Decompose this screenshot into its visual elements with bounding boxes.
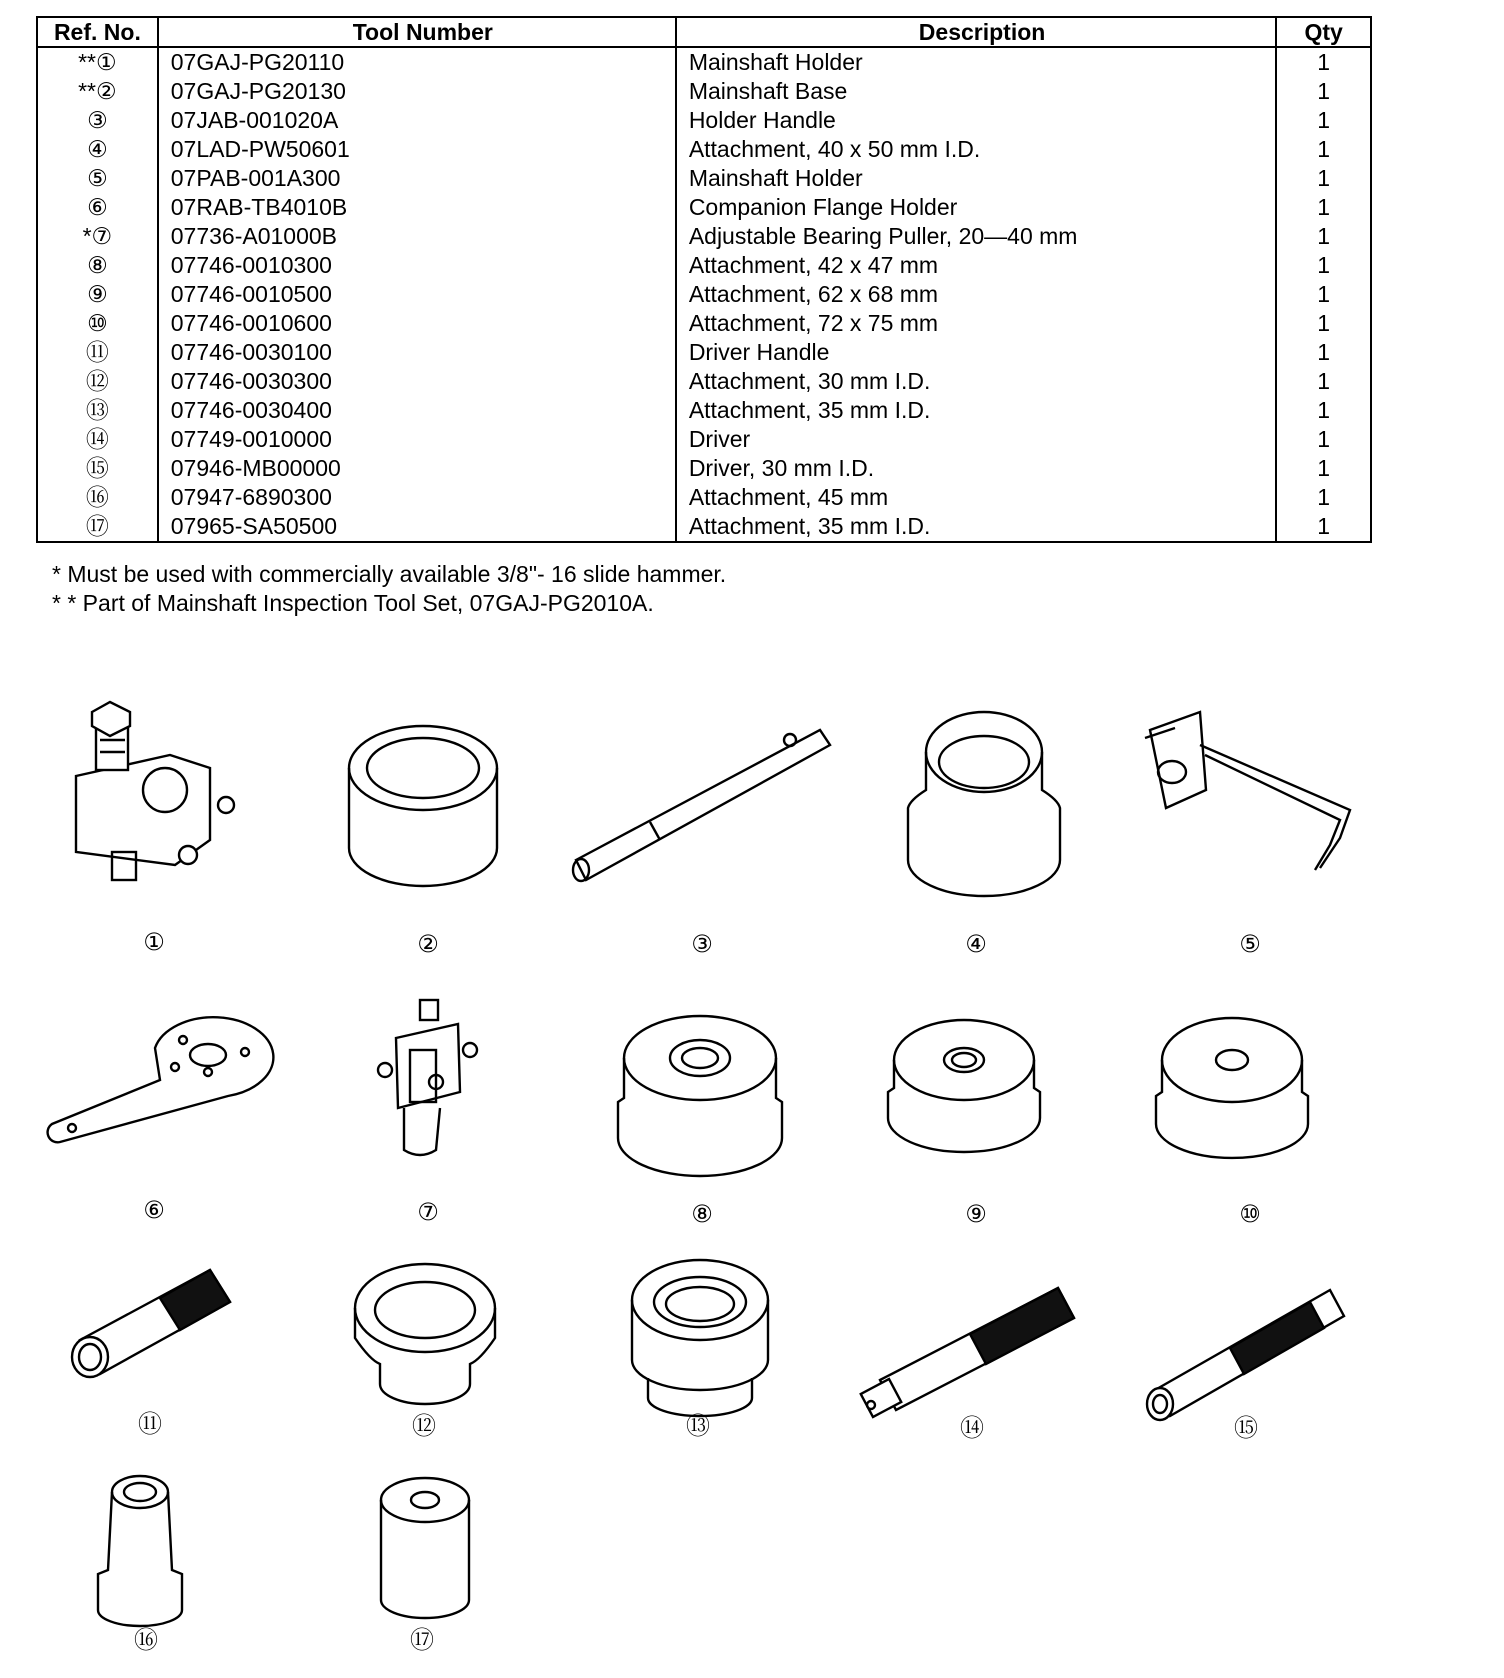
description-cell: Companion Flange Holder bbox=[676, 193, 1277, 222]
ref-cell: ⑮ bbox=[37, 454, 158, 483]
tool-1-mainshaft-holder-drawing bbox=[76, 702, 234, 880]
tool-5-t-handle-drawing bbox=[1145, 712, 1350, 870]
qty-cell: 1 bbox=[1276, 425, 1371, 454]
ref-cell: ⑯ bbox=[37, 483, 158, 512]
description-cell: Driver Handle bbox=[676, 338, 1277, 367]
header-qty: Qty bbox=[1276, 17, 1371, 47]
qty-cell: 1 bbox=[1276, 512, 1371, 542]
ref-cell: ③ bbox=[37, 106, 158, 135]
description-cell: Mainshaft Holder bbox=[676, 164, 1277, 193]
tool-10-attachment-drawing bbox=[1156, 1018, 1308, 1158]
description-cell: Attachment, 42 x 47 mm bbox=[676, 251, 1277, 280]
ref-cell: ⑭ bbox=[37, 425, 158, 454]
ref-cell: ⑩ bbox=[37, 309, 158, 338]
qty-cell: 1 bbox=[1276, 77, 1371, 106]
tool-16-attachment-drawing bbox=[98, 1476, 182, 1626]
description-cell: Mainshaft Base bbox=[676, 77, 1277, 106]
header-ref-no: Ref. No. bbox=[37, 17, 158, 47]
callout-13: ⑬ bbox=[686, 1412, 710, 1440]
tool-8-attachment-drawing bbox=[618, 1016, 782, 1176]
description-cell: Attachment, 62 x 68 mm bbox=[676, 280, 1277, 309]
qty-cell: 1 bbox=[1276, 396, 1371, 425]
tool-17-attachment-drawing bbox=[381, 1478, 469, 1618]
callout-8: ⑧ bbox=[691, 1200, 713, 1228]
qty-cell: 1 bbox=[1276, 338, 1371, 367]
ref-cell: ⑬ bbox=[37, 396, 158, 425]
ref-cell: ⑫ bbox=[37, 367, 158, 396]
tool-7-bearing-puller-drawing bbox=[378, 1000, 477, 1155]
ref-cell: ④ bbox=[37, 135, 158, 164]
qty-cell: 1 bbox=[1276, 47, 1371, 77]
tool-number-cell: 07LAD-PW50601 bbox=[158, 135, 676, 164]
qty-cell: 1 bbox=[1276, 309, 1371, 338]
qty-cell: 1 bbox=[1276, 135, 1371, 164]
ref-cell: ⑤ bbox=[37, 164, 158, 193]
ref-cell: ⑥ bbox=[37, 193, 158, 222]
footnote-double-star: * * Part of Mainshaft Inspection Tool Set, 07GAJ-PG2010A. bbox=[52, 590, 654, 616]
description-cell: Driver, 30 mm I.D. bbox=[676, 454, 1277, 483]
tool-number-cell: 07746-0010500 bbox=[158, 280, 676, 309]
ref-cell: *⑦ bbox=[37, 222, 158, 251]
callout-7: ⑦ bbox=[417, 1198, 439, 1226]
tool-number-cell: 07GAJ-PG20110 bbox=[158, 47, 676, 77]
qty-cell: 1 bbox=[1276, 483, 1371, 512]
callout-4: ④ bbox=[965, 930, 987, 958]
tool-number-cell: 07746-0030300 bbox=[158, 367, 676, 396]
tool-number-cell: 07RAB-TB4010B bbox=[158, 193, 676, 222]
tool-9-attachment-drawing bbox=[888, 1020, 1040, 1152]
tool-4-attachment-drawing bbox=[908, 712, 1060, 896]
tool-number-cell: 07736-A01000B bbox=[158, 222, 676, 251]
description-cell: Attachment, 35 mm I.D. bbox=[676, 512, 1277, 542]
description-cell: Holder Handle bbox=[676, 106, 1277, 135]
callout-12: ⑫ bbox=[412, 1412, 436, 1440]
callout-15: ⑮ bbox=[1234, 1414, 1258, 1442]
tool-3-holder-handle-drawing bbox=[573, 730, 830, 881]
callout-9: ⑨ bbox=[965, 1200, 987, 1228]
description-cell: Attachment, 72 x 75 mm bbox=[676, 309, 1277, 338]
tool-13-attachment-drawing bbox=[632, 1260, 768, 1416]
qty-cell: 1 bbox=[1276, 454, 1371, 483]
callout-10: ⑩ bbox=[1239, 1200, 1261, 1228]
tool-number-cell: 07746-0010300 bbox=[158, 251, 676, 280]
qty-cell: 1 bbox=[1276, 106, 1371, 135]
description-cell: Attachment, 35 mm I.D. bbox=[676, 396, 1277, 425]
qty-cell: 1 bbox=[1276, 222, 1371, 251]
description-cell: Attachment, 40 x 50 mm I.D. bbox=[676, 135, 1277, 164]
tool-number-cell: 07746-0030400 bbox=[158, 396, 676, 425]
description-cell: Driver bbox=[676, 425, 1277, 454]
description-cell: Attachment, 45 mm bbox=[676, 483, 1277, 512]
tool-number-cell: 07746-0030100 bbox=[158, 338, 676, 367]
tool-number-cell: 07749-0010000 bbox=[158, 425, 676, 454]
callout-6: ⑥ bbox=[143, 1196, 165, 1224]
qty-cell: 1 bbox=[1276, 164, 1371, 193]
ref-cell: **① bbox=[37, 47, 158, 77]
description-cell: Adjustable Bearing Puller, 20—40 mm bbox=[676, 222, 1277, 251]
tool-number-cell: 07746-0010600 bbox=[158, 309, 676, 338]
callout-2: ② bbox=[417, 930, 439, 958]
ref-cell: ⑰ bbox=[37, 512, 158, 542]
tool-number-cell: 07JAB-001020A bbox=[158, 106, 676, 135]
tool-2-mainshaft-base-drawing bbox=[349, 726, 497, 886]
tool-12-attachment-drawing bbox=[355, 1264, 495, 1404]
qty-cell: 1 bbox=[1276, 280, 1371, 309]
callout-16: ⑯ bbox=[134, 1626, 158, 1654]
ref-cell: ⑧ bbox=[37, 251, 158, 280]
tool-number-cell: 07GAJ-PG20130 bbox=[158, 77, 676, 106]
callout-11: ⑪ bbox=[138, 1410, 162, 1438]
tool-15-driver-drawing bbox=[1147, 1290, 1344, 1420]
ref-cell: ⑨ bbox=[37, 280, 158, 309]
ref-cell: ⑪ bbox=[37, 338, 158, 367]
footnote-single-star: * Must be used with commercially available 3/8"- 16 slide hammer. bbox=[52, 561, 727, 587]
callout-17: ⑰ bbox=[410, 1626, 434, 1654]
description-cell: Mainshaft Holder bbox=[676, 47, 1277, 77]
tool-14-driver-drawing bbox=[861, 1288, 1074, 1417]
callout-14: ⑭ bbox=[960, 1414, 984, 1442]
header-tool-number: Tool Number bbox=[158, 17, 676, 47]
tool-11-driver-handle-drawing bbox=[72, 1270, 230, 1377]
description-cell: Attachment, 30 mm I.D. bbox=[676, 367, 1277, 396]
tool-number-cell: 07946-MB00000 bbox=[158, 454, 676, 483]
qty-cell: 1 bbox=[1276, 251, 1371, 280]
tool-number-cell: 07965-SA50500 bbox=[158, 512, 676, 542]
callout-5: ⑤ bbox=[1239, 930, 1261, 958]
qty-cell: 1 bbox=[1276, 193, 1371, 222]
tool-number-cell: 07PAB-001A300 bbox=[158, 164, 676, 193]
ref-cell: **② bbox=[37, 77, 158, 106]
callout-1: ① bbox=[143, 928, 165, 956]
qty-cell: 1 bbox=[1276, 367, 1371, 396]
tool-number-cell: 07947-6890300 bbox=[158, 483, 676, 512]
tool-6-flange-holder-drawing bbox=[48, 1017, 274, 1142]
header-description: Description bbox=[676, 17, 1277, 47]
callout-3: ③ bbox=[691, 930, 713, 958]
